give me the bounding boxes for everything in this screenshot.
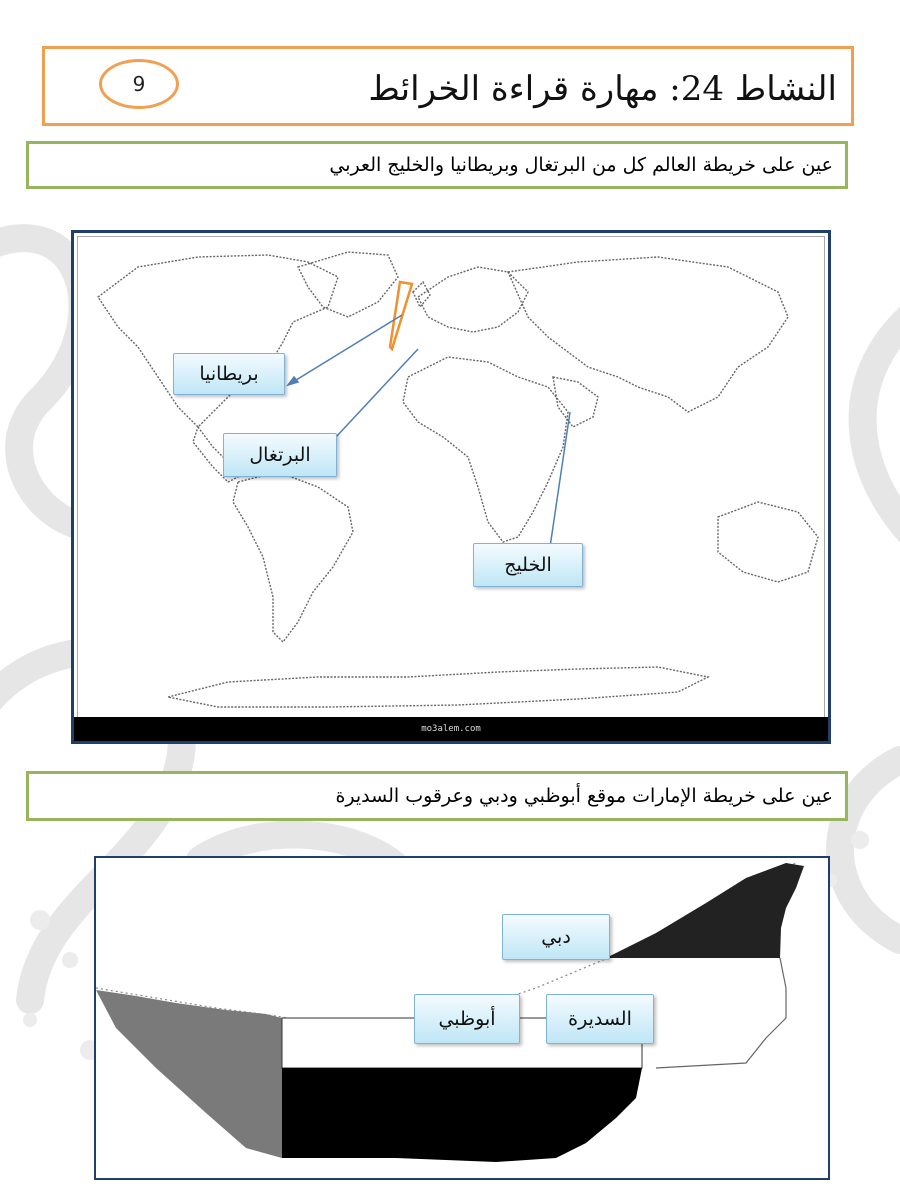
instruction-uae-text: عين على خريطة الإمارات موقع أبوظبي ودبي وعرقوب السديرة <box>335 785 833 807</box>
activity-title: النشاط 24: مهارة قراءة الخرائط <box>368 69 837 109</box>
world-map <box>71 230 831 744</box>
page-number-badge <box>99 59 179 109</box>
map-footer-strip <box>74 717 828 741</box>
map-watermark: mo3alem.com <box>421 724 481 734</box>
europe-outline <box>418 267 528 332</box>
world-map-canvas <box>77 236 825 738</box>
label-abudhabi: أبوظبي <box>414 994 520 1044</box>
pointer-gulf <box>550 412 570 547</box>
australia-outline <box>718 502 818 582</box>
label-portugal: البرتغال <box>223 433 337 477</box>
instruction-world-text: عين على خريطة العالم كل من البرتغال وبريطانيا والخليج العربي <box>329 154 833 176</box>
instruction-uae-map <box>26 771 848 821</box>
africa-outline <box>403 357 568 542</box>
northeastern-region <box>606 863 804 958</box>
instruction-world-map <box>26 141 848 189</box>
western-region <box>96 990 282 1158</box>
label-britain: بريطانيا <box>173 353 285 395</box>
activity-header <box>42 46 854 126</box>
page-number: 9 <box>132 72 146 96</box>
label-sudaira: السديرة <box>546 994 654 1044</box>
greenland-outline <box>298 252 398 317</box>
north-america-outline <box>98 255 338 427</box>
pointer-portugal <box>336 349 418 437</box>
label-dubai: دبي <box>502 914 610 960</box>
asia-outline <box>508 257 788 412</box>
label-gulf: الخليج <box>473 543 583 587</box>
world-map-outlines <box>78 237 830 719</box>
eastern-border <box>656 958 786 1068</box>
pointer-britain <box>288 315 402 385</box>
antarctica-outline <box>168 667 708 707</box>
southern-region <box>282 1068 642 1162</box>
uae-map <box>94 856 830 1180</box>
south-america-outline <box>233 472 353 642</box>
